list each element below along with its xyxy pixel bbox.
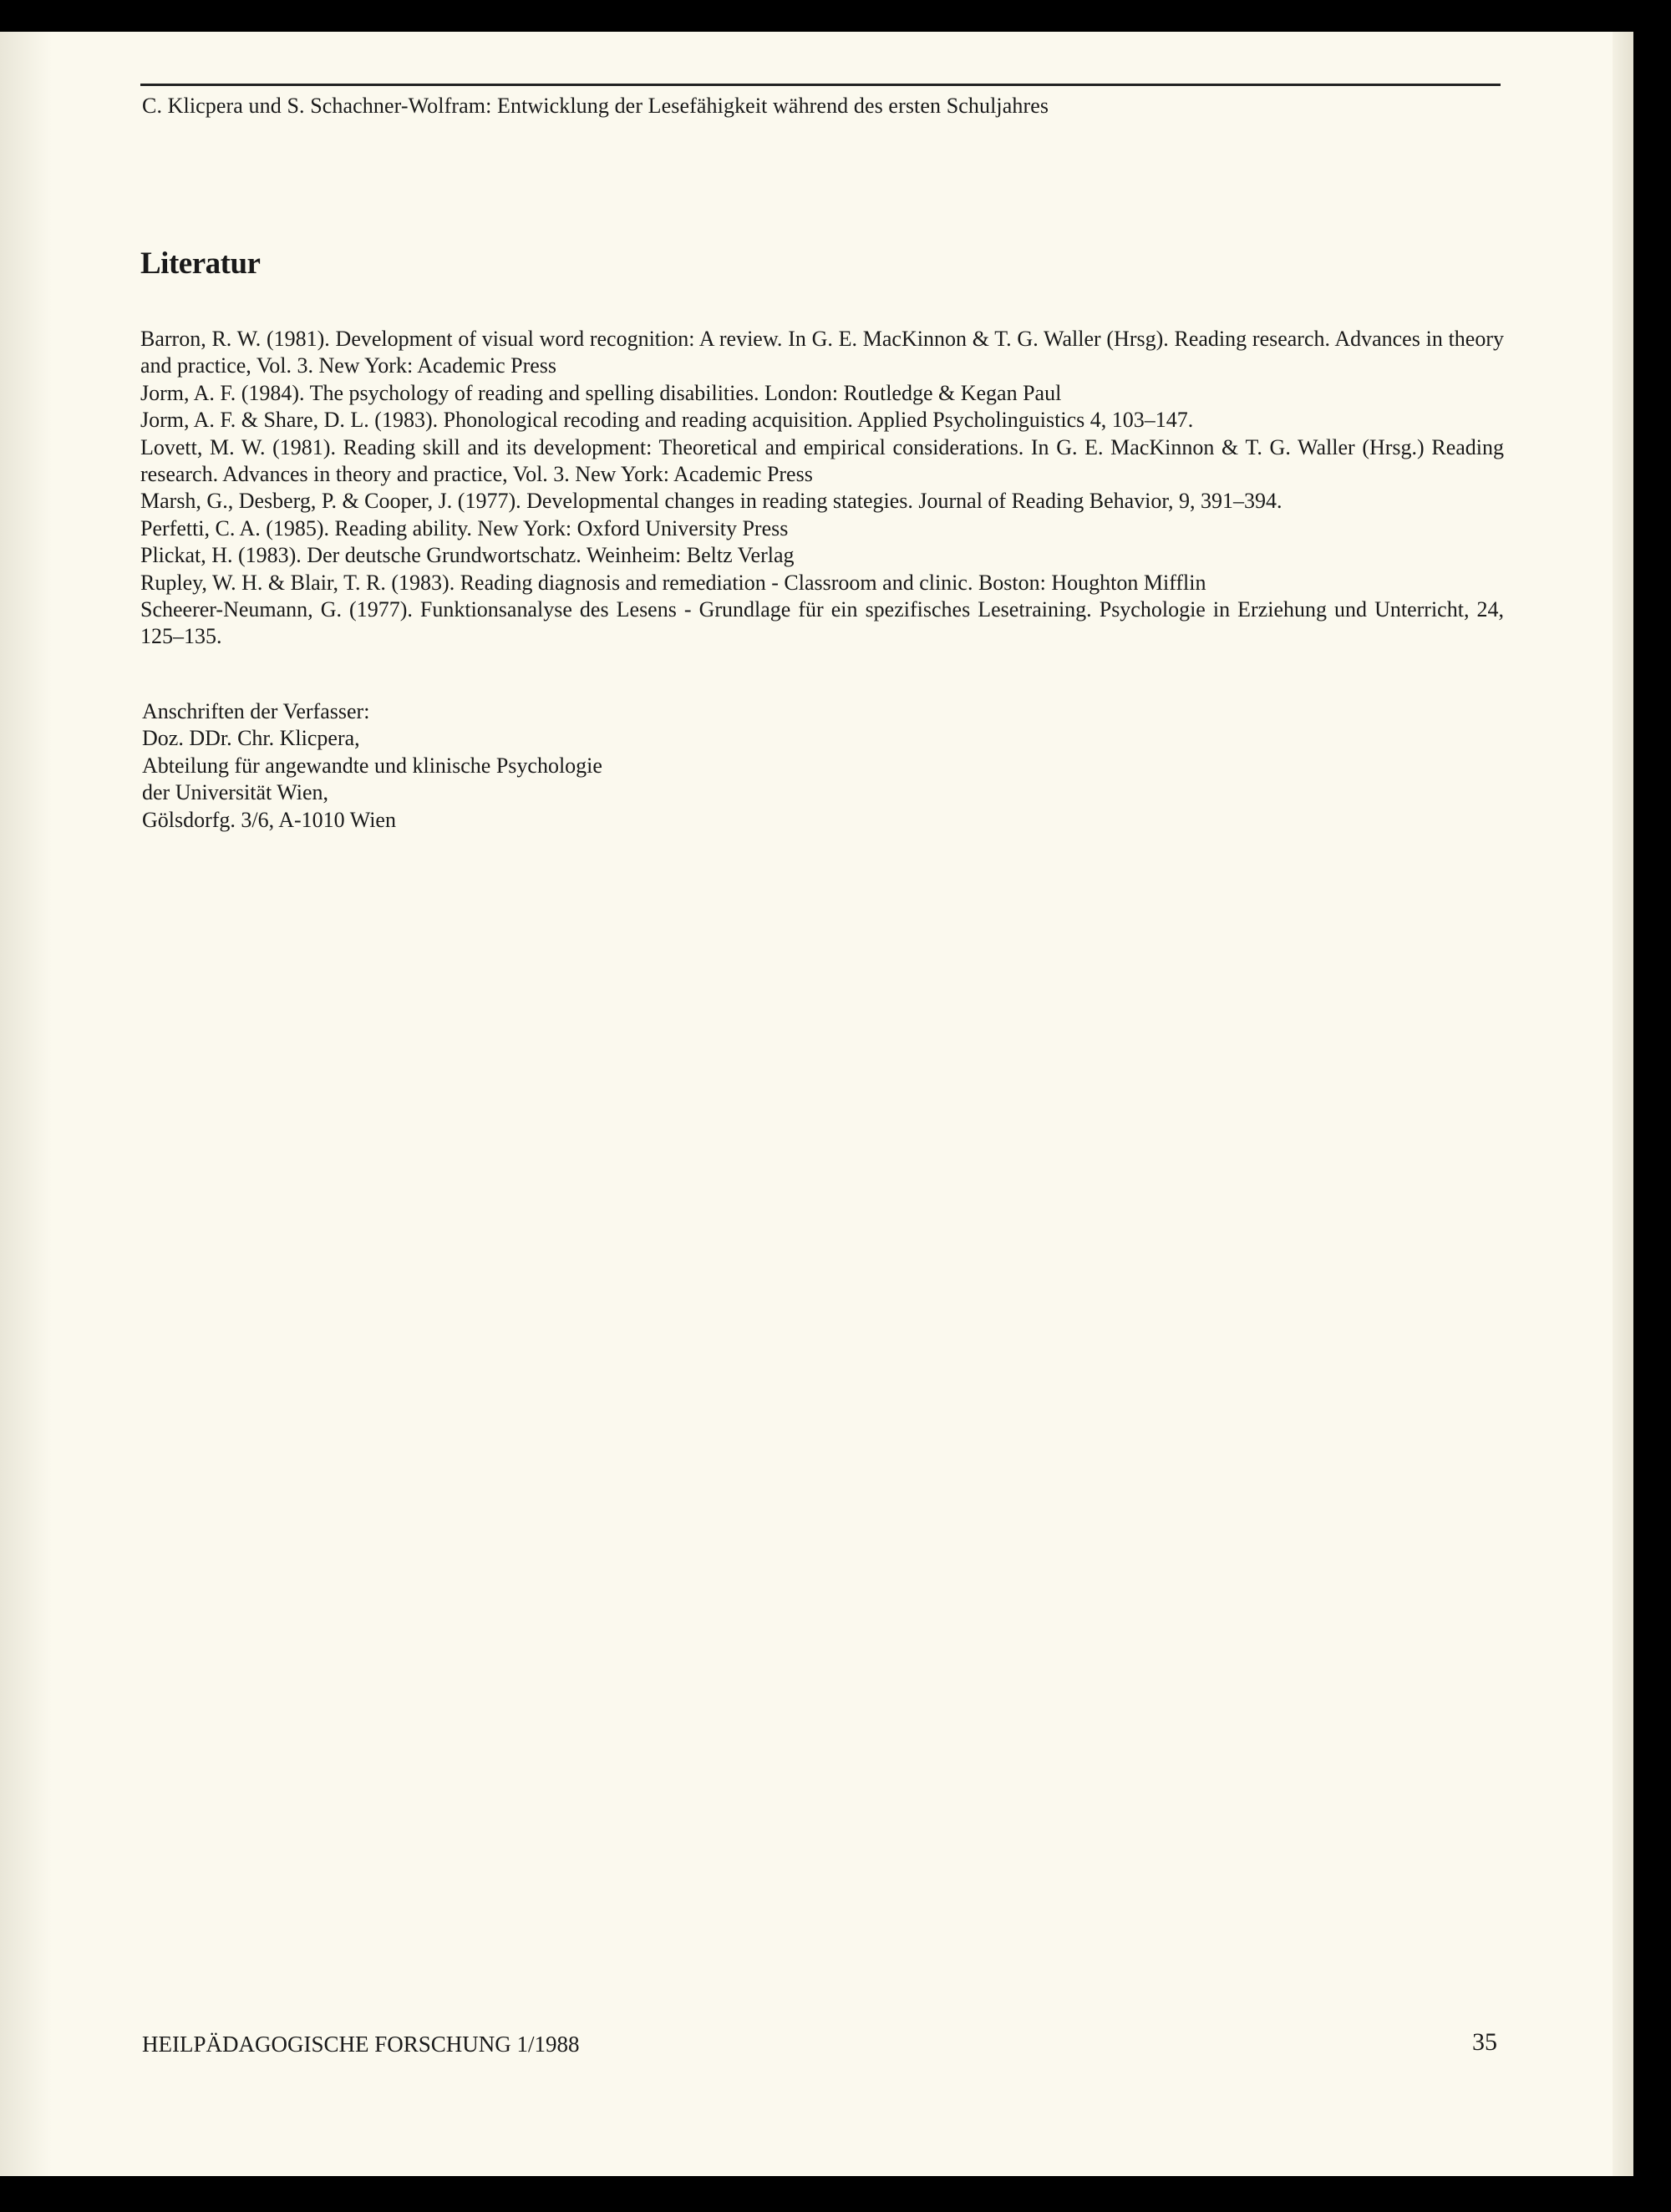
page-number: 35	[1472, 2028, 1497, 2056]
address-department: Abteilung für angewandte und klinische Psychologie	[142, 753, 602, 778]
reference-item: Jorm, A. F. & Share, D. L. (1983). Phonological recoding and reading acquisition. Applied Psycholinguistics 4, 103–147.	[140, 408, 1194, 433]
binding-shadow	[0, 32, 52, 2176]
address-university: der Universität Wien,	[142, 780, 329, 805]
page-edge	[1613, 32, 1633, 2176]
address-street: Gölsdorfg. 3/6, A-1010 Wien	[142, 807, 396, 832]
reference-item: Marsh, G., Desberg, P. & Cooper, J. (1977). Developmental changes in reading stategies. Journal of Reading Behavior, 9, 391–394.	[140, 489, 1282, 514]
running-head: C. Klicpera und S. Schachner-Wolfram: Entwicklung der Lesefähigkeit während des ersten Schuljahres	[142, 94, 1049, 118]
reference-item: Scheerer-Neumann, G. (1977). Funktionsanalyse des Lesens - Grundlage für ein spezifisches Lesetraining. Psychologie in Erziehung und Unterricht, 24, 125–135.	[140, 597, 1504, 649]
reference-item: Perfetti, C. A. (1985). Reading ability. New York: Oxford University Press	[140, 515, 789, 540]
reference-list	[140, 326, 1504, 651]
address-name: Doz. DDr. Chr. Klicpera,	[142, 726, 360, 751]
author-address	[142, 698, 602, 834]
address-heading: Anschriften der Verfasser:	[142, 699, 370, 723]
header-rule	[140, 84, 1501, 86]
reference-item: Plickat, H. (1983). Der deutsche Grundwortschatz. Weinheim: Beltz Verlag	[140, 543, 795, 568]
reference-item: Rupley, W. H. & Blair, T. R. (1983). Reading diagnosis and remediation - Classroom and clinic. Boston: Houghton Mifflin	[140, 570, 1206, 595]
reference-item: Barron, R. W. (1981). Development of visual word recognition: A review. In G. E. MacKinnon & T. G. Waller (Hrsg). Reading research. Advances in theory and practice, Vol. 3. New York: Academic Press	[140, 327, 1504, 378]
reference-item: Jorm, A. F. (1984). The psychology of reading and spelling disabilities. London: Routledge & Kegan Paul	[140, 380, 1062, 405]
footer-journal: HEILPÄDAGOGISCHE FORSCHUNG 1/1988	[142, 2032, 580, 2057]
section-title: Literatur	[140, 246, 261, 281]
reference-item: Lovett, M. W. (1981). Reading skill and its development: Theoretical and empirical considerations. In G. E. MacKinnon & T. G. Waller (Hrsg.) Reading research. Advances in theory and practice, Vol. 3. New York: Academic Press	[140, 434, 1504, 487]
